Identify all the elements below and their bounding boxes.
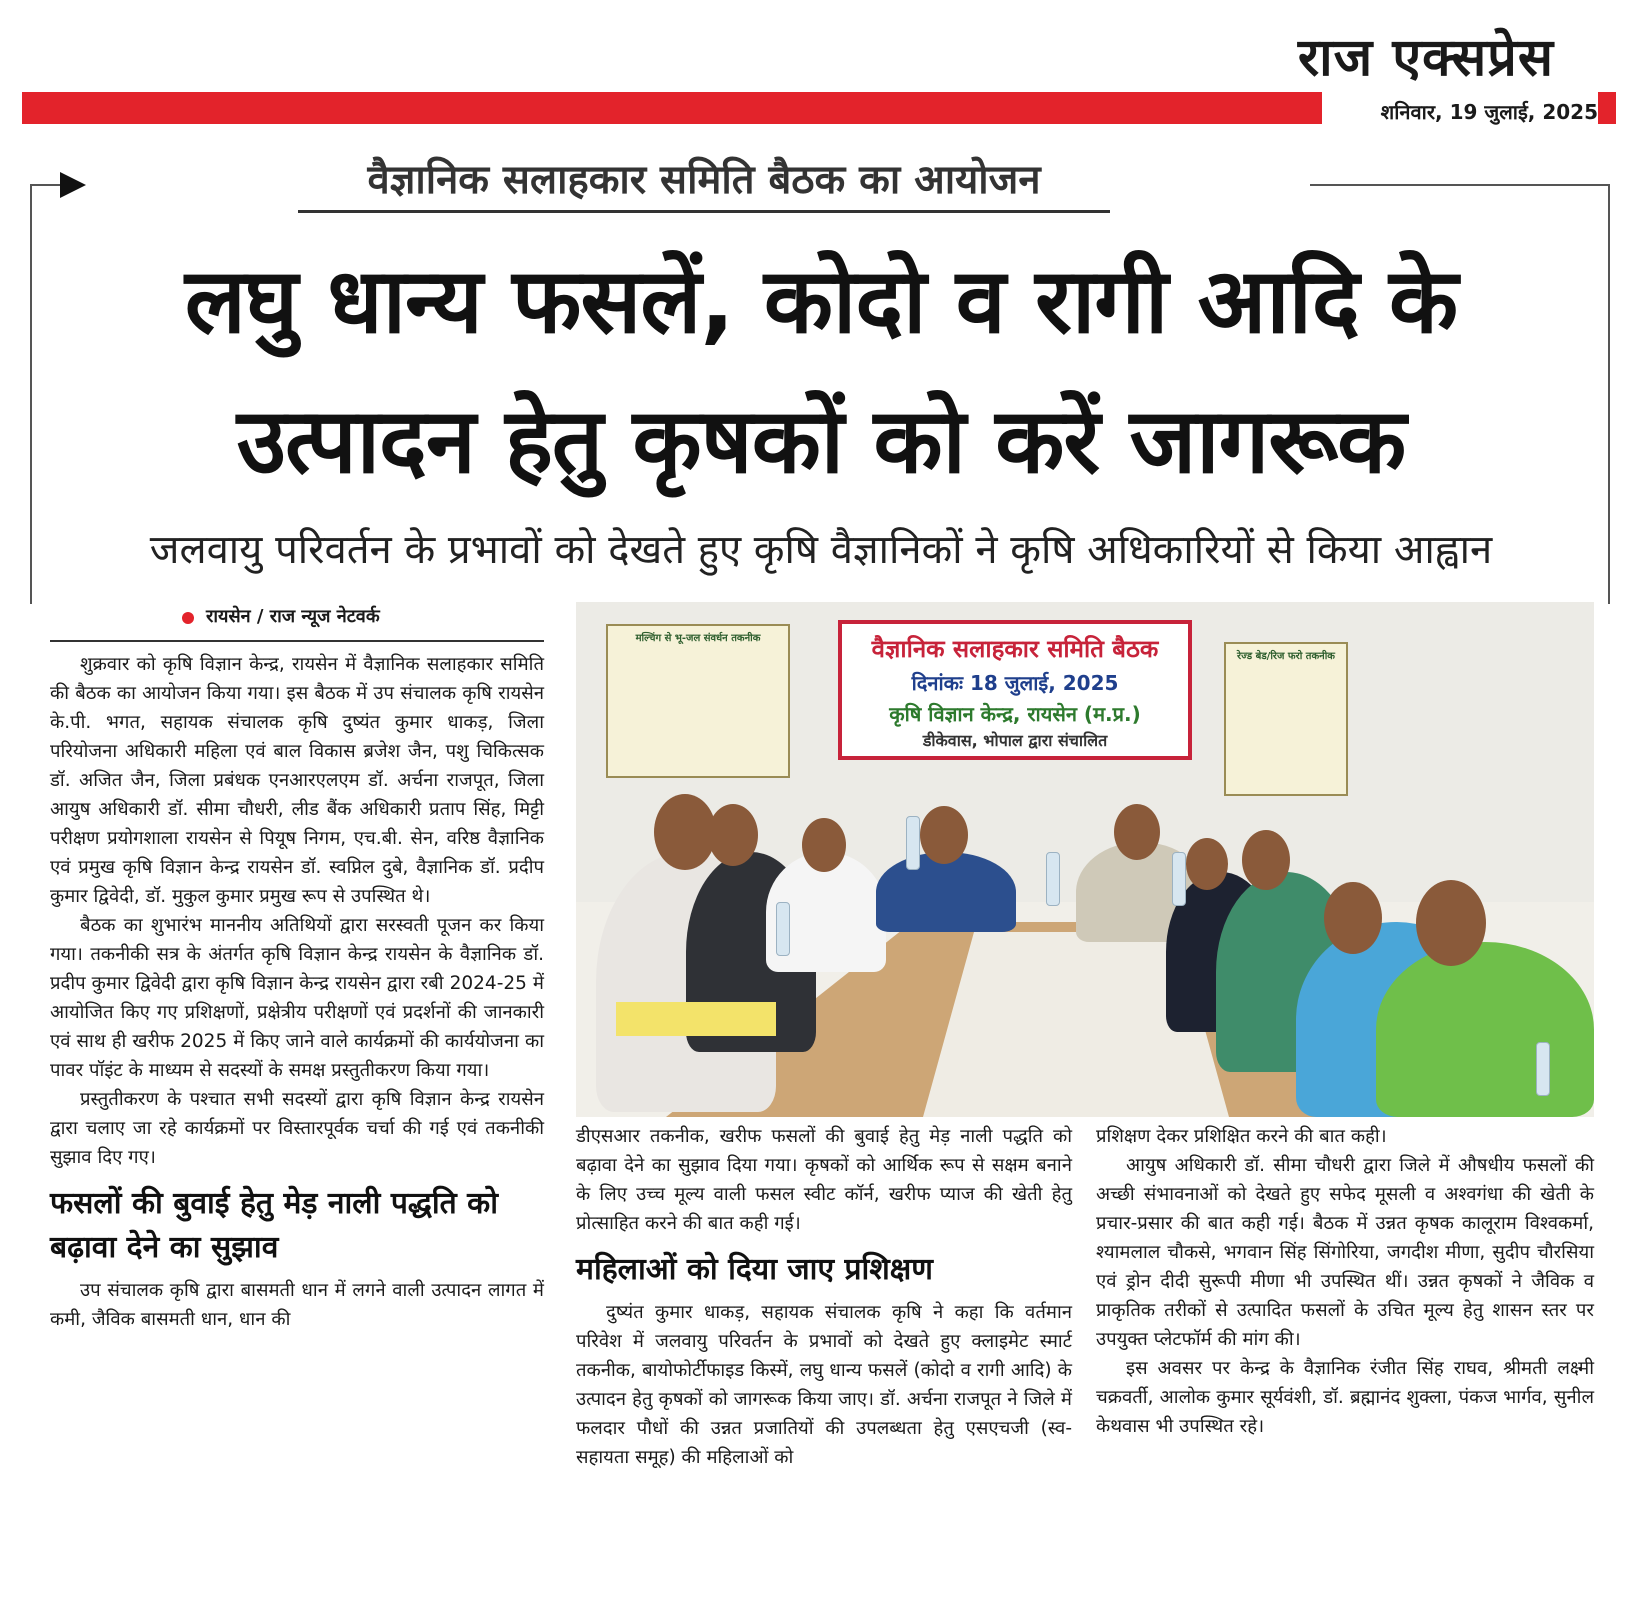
col3-paragraph-1: प्रशिक्षण देकर प्रशिक्षित करने की बात कही। — [1096, 1126, 1387, 1147]
meeting-photo — [576, 602, 1594, 1117]
col3-paragraph-3: इस अवसर पर केन्द्र के वैज्ञानिक रंजीत सिंह राघव, श्रीमती लक्ष्मी चक्रवर्ती, आलोक कुमार सूर्यवंशी, डॉ. ब्रह्मानंद शुक्ला, पंकज भार्गव, सुनील केथवास भी उपस्थित रहे। — [1096, 1358, 1594, 1437]
col1-subheading: फसलों की बुवाई हेतु मेड़ नाली पद्धति को बढ़ावा देने का सुझाव — [50, 1186, 498, 1265]
photo-person-head — [1416, 880, 1486, 966]
frame-line-left-top — [30, 184, 60, 186]
photo-bottle — [906, 816, 920, 870]
photo-poster-right — [1224, 642, 1348, 796]
banner-place: कृषि विज्ञान केन्द्र, रायसेन (म.प्र.) — [889, 702, 1141, 726]
photo-bottle — [776, 902, 790, 956]
photo-person-head — [654, 794, 716, 870]
photo-person — [876, 852, 1016, 932]
masthead-red-bar-end — [1598, 92, 1616, 124]
banner-date: दिनांकः 18 जुलाई, 2025 — [911, 671, 1119, 695]
column-2 — [576, 1122, 1072, 1472]
headline — [30, 232, 1612, 512]
column-rule — [50, 640, 544, 642]
column-3 — [1096, 1122, 1594, 1441]
dateline: शनिवार, 19 जुलाई, 2025 — [1380, 100, 1598, 124]
col2-paragraph-2: दुष्यंत कुमार धाकड़, सहायक संचालक कृषि ने कहा कि वर्तमान परिवेश में जलवायु परिवर्तन के प्रभावों को देखते हुए क्लाइमेट स्मार्ट तकनीक, बायोफोर्टीफाइड किस्में, लघु धान्य फसलें (कोदो व रागी आदि) के उत्पादन हेतु कृषकों को जागरूक किया जाए। डॉ. अर्चना राजपूत ने जिले में फलदार पौधों की उन्नत प्रजातियों की उपलब्धता हेतु एसएचजी (स्व-सहायता समूह) की महिलाओं को — [576, 1302, 1072, 1468]
photo-person-head — [1242, 830, 1290, 890]
arrow-right-icon — [60, 172, 86, 198]
photo-poster-left — [606, 624, 790, 778]
byline: रायसेन / राज न्यूज नेटवर्क — [206, 606, 380, 627]
headline-line-1: लघु धान्य फसलें, कोदो व रागी आदि के — [184, 249, 1458, 354]
photo-folder — [616, 1002, 776, 1036]
photo-bottle — [1046, 852, 1060, 906]
col3-paragraph-2: आयुष अधिकारी डॉ. सीमा चौधरी द्वारा जिले में औषधीय फसलों की अच्छी संभावनाओं को देखते हुए सफेद मूसली व अश्वगंधा की खेती के प्रचार-प्रसार की बात कही गई। बैठक में उन्नत कृषक कालूराम विश्वकर्मा, श्यामलाल चौकसे, भगवान सिंह सिंगोरिया, जगदीश मीणा, सुदीप चौरसिया एवं ड्रोन दीदी सुरूपी मीणा भी उपस्थित थीं। उन्नत कृषकों ने जैविक व प्राकृतिक तरीकों से उत्पादित फसलों के उचित मूल्य हेतु शासन स्तर पर उपयुक्त प्लेटफॉर्म की मांग की। — [1096, 1155, 1594, 1350]
photo-person-head — [708, 804, 758, 866]
poster-right-title: रेज्ड बेड/रिज फरो तकनीक — [1236, 651, 1335, 662]
col1-paragraph-2: बैठक का शुभारंभ माननीय अतिथियों द्वारा सरस्वती पूजन कर किया गया। तकनीकी सत्र के अंतर्गत कृषि विज्ञान केन्द्र रायसेन के वैज्ञानिक डॉ. प्रदीप कुमार द्विवेदी द्वारा कृषि विज्ञान केन्द्र रायसेन द्वारा रबी 2024-25 में आयोजित किए गए प्रशिक्षणों, प्रक्षेत्रीय परीक्षणों एवं प्रदर्शनों की जानकारी एवं साथ ही खरीफ 2025 में किए जाने वाले कार्यक्रमों की कार्ययोजना का पावर पॉइंट के माध्यम से सदस्यों के समक्ष प्रस्तुतीकरण किया गया। — [50, 915, 544, 1081]
photo-person-head — [920, 806, 968, 864]
col2-subheading: महिलाओं को दिया जाए प्रशिक्षण — [576, 1252, 933, 1287]
photo-banner — [838, 620, 1192, 760]
photo-person-head — [1186, 838, 1228, 890]
masthead-logo: राज एक्सप्रेस — [1297, 28, 1554, 88]
photo-bottle — [1536, 1042, 1550, 1096]
photo-person-head — [1114, 804, 1160, 860]
red-bullet-icon — [182, 612, 194, 624]
col1-paragraph-1: शुक्रवार को कृषि विज्ञान केन्द्र, रायसेन में वैज्ञानिक सलाहकार समिति की बैठक का आयोजन किया गया। इस बैठक में उप संचालक कृषि रायसेन के.पी. भगत, सहायक संचालक कृषि दुष्यंत कुमार धाकड़, जिला परियोजना अधिकारी महिला एवं बाल विकास ब्रजेश जैन, पशु चिकित्सक डॉ. अजित जैन, जिला प्रबंधक एनआरएलएम डॉ. अर्चना राजपूत, जिला आयुष अधिकारी डॉ. सीमा चौधरी, लीड बैंक अधिकारी प्रताप सिंह, मिट्टी परीक्षण प्रयोगशाला रायसेन से पियूष निगम, एच.बी. सेन, वरिष्ठ वैज्ञानिक एवं प्रमुख कृषि विज्ञान केन्द्र रायसेन डॉ. स्वप्निल दुबे, वैज्ञानिक डॉ. प्रदीप कुमार द्विवेदी, डॉ. मुकुल कुमार प्रमुख रूप से उपस्थित थे। — [50, 654, 544, 907]
banner-title: वैज्ञानिक सलाहकार समिति बैठक — [871, 635, 1159, 663]
subheadline: जलवायु परिवर्तन के प्रभावों को देखते हुए कृषि वैज्ञानिकों ने कृषि अधिकारियों से किया आह्वान — [149, 527, 1493, 573]
col2-paragraph-1: डीएसआर तकनीक, खरीफ फसलों की बुवाई हेतु मेड़ नाली पद्धति को बढ़ावा देने का सुझाव दिया गया। कृषकों को आर्थिक रूप से सक्षम बनाने के लिए उच्च मूल्य वाली फसल स्वीट कॉर्न, खरीफ प्याज की खेती हेतु प्रोत्साहित करने की बात कही गई। — [576, 1126, 1072, 1234]
photo-person-head — [1324, 882, 1382, 954]
photo-person — [1376, 942, 1594, 1117]
photo-bottle — [1172, 852, 1186, 906]
kicker: वैज्ञानिक सलाहकार समिति बैठक का आयोजन — [298, 150, 1110, 213]
photo-person-head — [802, 818, 846, 872]
poster-left-title: मल्चिंग से भू-जल संवर्धन तकनीक — [635, 633, 761, 644]
column-1 — [50, 650, 544, 1334]
headline-line-2: उत्पादन हेतु कृषकों को करें जागरूक — [236, 389, 1406, 494]
col1-paragraph-4: उप संचालक कृषि द्वारा बासमती धान में लगने वाली उत्पादन लागत में कमी, जैविक बासमती धान, धान की — [50, 1280, 544, 1330]
banner-org: डीकेवास, भोपाल द्वारा संचालित — [922, 731, 1108, 750]
frame-line-right-top — [1310, 184, 1610, 186]
col1-paragraph-3: प्रस्तुतीकरण के पश्चात सभी सदस्यों द्वारा कृषि विज्ञान केन्द्र रायसेन द्वारा चलाए जा रहे कार्यक्रमों पर विस्तारपूर्वक चर्चा की गई एवं तकनीकी सुझाव दिए गए। — [50, 1089, 544, 1168]
masthead-red-bar — [22, 92, 1322, 124]
